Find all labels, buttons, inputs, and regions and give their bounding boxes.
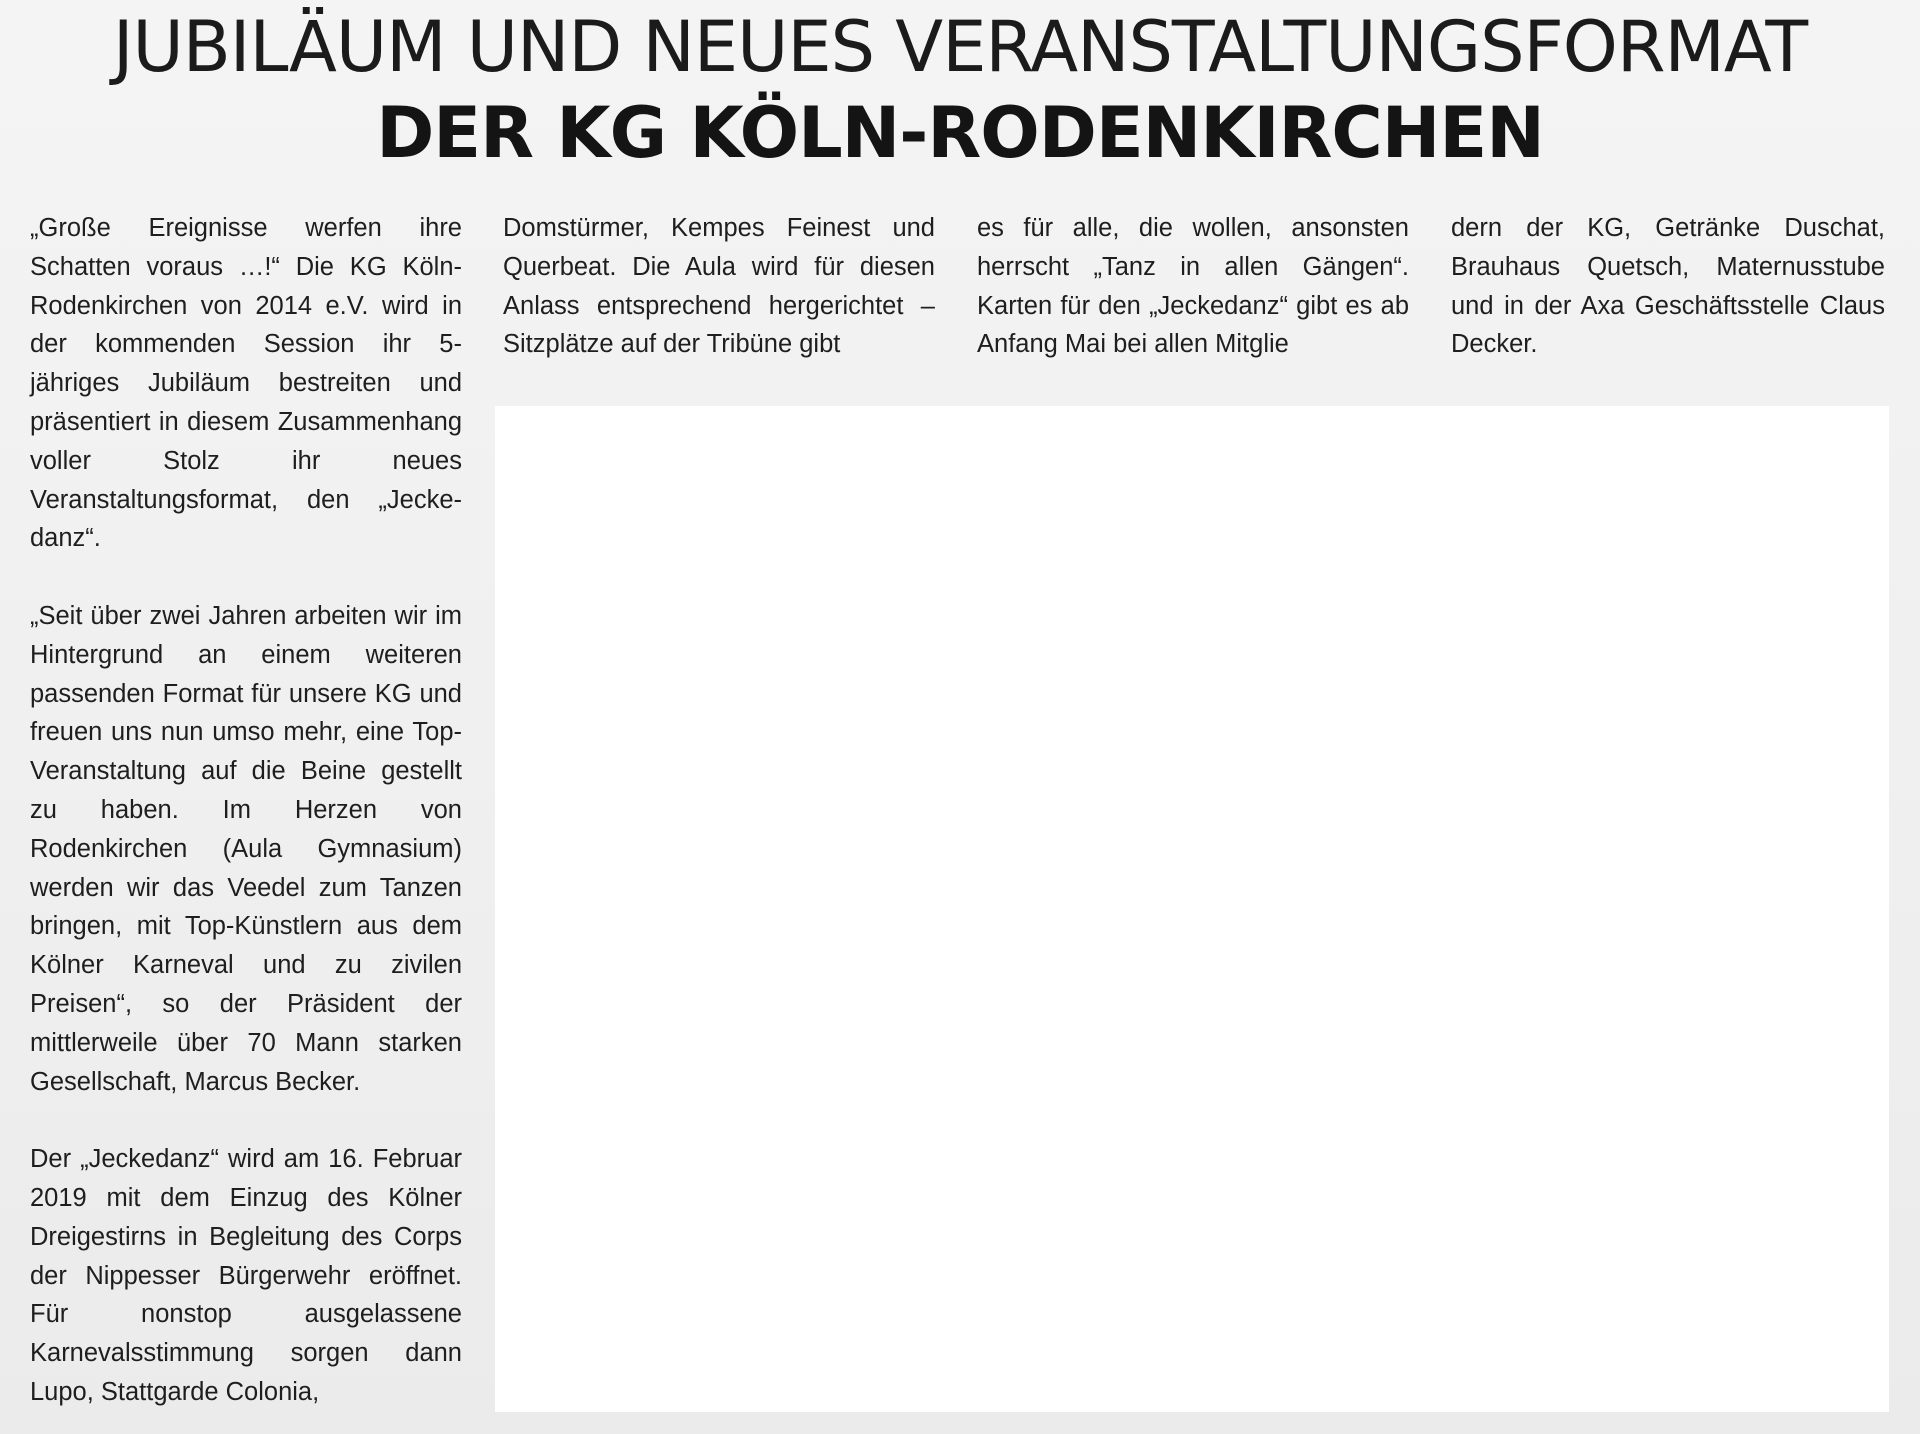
article-column-2-text: Domstürmer, Kempes Feinest und Querbeat. Die Aula wird für diesen Anlass entsprechend hergerichtet – Sitzplätze auf der Tribüne gibt (503, 214, 935, 359)
article-column-3-text: es für alle, die wollen, ansonsten herrscht „Tanz in allen Gängen“. Karten für den „Jeckedanz“ gibt es ab Anfang Mai bei allen Mitglie (977, 214, 1409, 359)
article-column-4 (1451, 209, 1885, 364)
article-column-1 (30, 209, 462, 1412)
headline-line-2: DER KG KÖLN-RODENKIRCHEN (376, 92, 1544, 174)
article-column-2 (503, 209, 935, 364)
article-paragraph-1: „Große Ereignisse werfen ihre Schatten voraus …!“ Die KG Köln-Rodenkirchen von 2014 e.V. wird in der kommenden Session ihr 5-jähriges Jubiläum bestreiten und präsentiert in diesem Zusammenhang voller Stolz ihr neues Veranstaltungsformat, den „Jeckedanz“. (30, 214, 462, 553)
article-paragraph-2: „Seit über zwei Jahren arbeiten wir im Hintergrund an einem weiteren passenden Format für unsere KG und freuen uns nun umso mehr, eine Top-Veranstaltung auf die Beine gestellt zu haben. Im Herzen von Rodenkirchen (Aula Gymnasium) werden wir das Veedel zum Tanzen bringen, mit Top-Künstlern aus dem Kölner Karneval und zu zivilen Preisen“, so der Präsident der mittlerweile über 70 Mann starken Gesellschaft, Marcus Becker. (30, 601, 462, 1096)
blank-image-area (495, 406, 1889, 1412)
article-column-3 (977, 209, 1409, 364)
article-paragraph-3: Der „Jeckedanz“ wird am 16. Februar 2019 mit dem Einzug des Kölner Dreigestirns in Begleitung des Corps der Nippesser Bürgerwehr eröffnet. Für nonstop ausgelassene Karnevalsstimmung sorgen dann Lupo, Stattgarde Colonia, (30, 1145, 462, 1406)
headline-line-1: JUBILÄUM UND NEUES VERANSTALTUNGSFORMAT (112, 6, 1808, 88)
article-column-4-text: dern der KG, Getränke Duschat, Brauhaus Quetsch, Maternusstube und in der Axa Geschäftsstelle Claus Decker. (1451, 214, 1885, 359)
